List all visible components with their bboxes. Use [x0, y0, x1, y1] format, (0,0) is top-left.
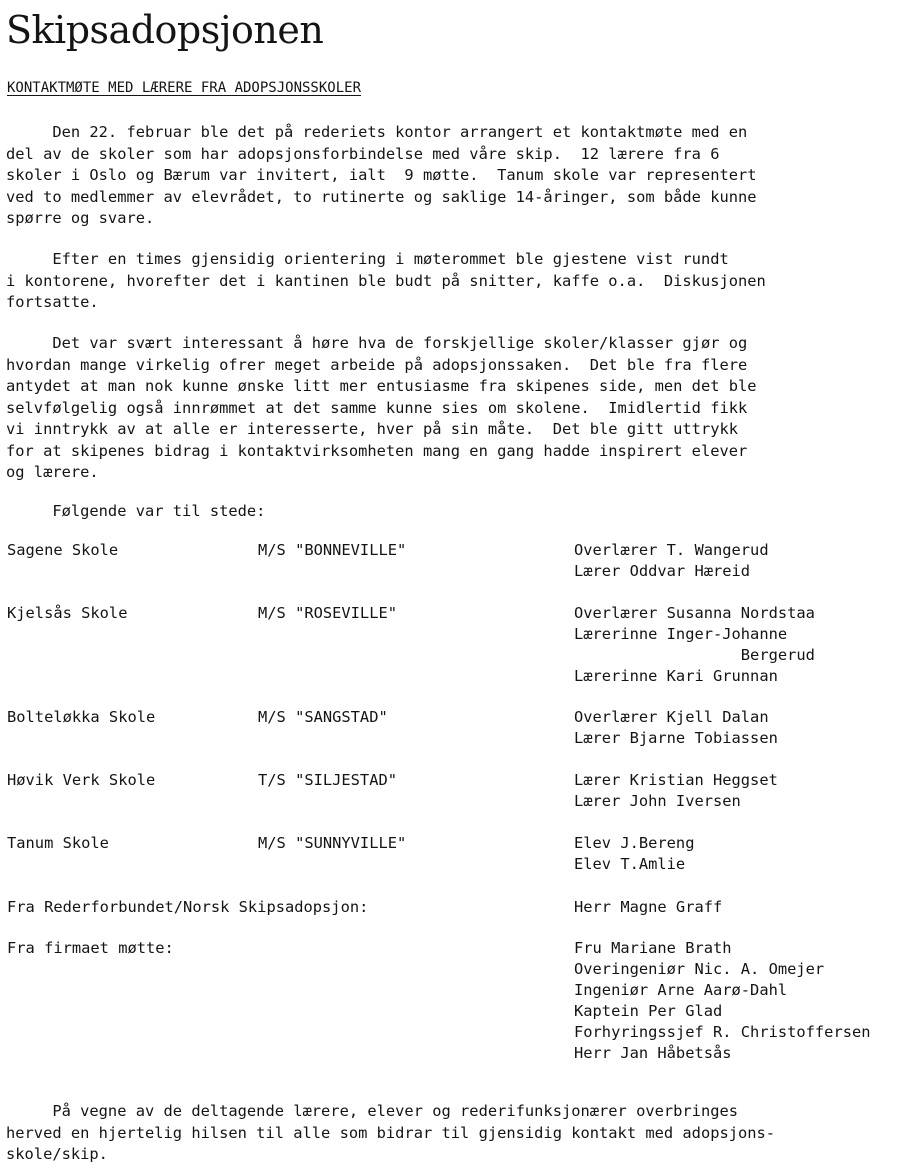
school-name: Kjelsås Skole [7, 604, 128, 622]
text-line: Efter en times gjensidig orientering i møterommet ble gjestene vist rundt [6, 250, 729, 268]
text-line: antydet at man nok kunne ønske litt mer entusiasme fra skipenes side, men det ble [6, 377, 757, 395]
text-line: ved to medlemmer av elevrådet, to rutinerte og saklige 14-åringer, som både kunne [6, 187, 757, 206]
text-line: del av de skoler som har adopsjonsforbindelse med våre skip. 12 lærere fra 6 [6, 144, 720, 163]
attendee-name: Lærer Oddvar Hæreid [574, 562, 751, 580]
attendee-name: Forhyringssjef R. Christoffersen [574, 1023, 871, 1041]
article-heading: KONTAKTMØTE MED LÆRERE FRA ADOPSJONSSKOLER [7, 80, 362, 96]
attendee-name: Lærerinne Kari Grunnan [574, 667, 778, 685]
attendee-name: Lærer Bjarne Tobiassen [574, 729, 778, 747]
attendee-name: Lærerinne Inger-Johanne [574, 625, 788, 643]
ship-name: M/S "ROSEVILLE" [258, 604, 397, 622]
attendee-name: Herr Jan Håbetsås [574, 1044, 732, 1062]
page-title: Skipsadopsjonen [6, 8, 324, 52]
school-name: Sagene Skole [7, 541, 119, 559]
paragraph-1 [6, 122, 912, 230]
paragraph-2 [6, 249, 912, 314]
attendee-name: Kaptein Per Glad [574, 1002, 723, 1020]
ship-name: M/S "SANGSTAD" [258, 708, 388, 726]
attendee-name: Bergerud [574, 646, 815, 664]
attendee-name: Ingeniør Arne Aarø-Dahl [574, 981, 788, 999]
attendee-list [574, 897, 722, 918]
text-line: På vegne av de deltagende lærere, elever og rederifunksjonærer overbringes [6, 1102, 739, 1120]
attendee-name: Elev J.Bereng [574, 834, 695, 852]
text-line: skoler i Oslo og Bærum var invitert, ialt 9 møtte. Tanum skole var representert [6, 166, 757, 184]
text-line: spørre og svare. [6, 209, 155, 227]
closing-paragraph [6, 1101, 912, 1166]
text-line: Det var svært interessant å høre hva de forskjellige skoler/klasser gjør og [6, 334, 748, 352]
text-line: for at skipenes bidrag i kontaktvirksomheten mang en gang hadde inspirert elever [6, 441, 748, 460]
attendee-name: Elev T.Amlie [574, 855, 686, 873]
text-line: og lærere. [6, 463, 99, 481]
ship-name: M/S "SUNNYVILLE" [258, 834, 407, 852]
attendee-list [574, 707, 778, 749]
paragraph-4 [6, 501, 912, 523]
organisation-name: Fra Rederforbundet/Norsk Skipsadopsjon: [7, 898, 369, 916]
text-line: vi inntrykk av at alle er interesserte, hver på sin måte. Det ble gitt uttrykk [6, 420, 739, 438]
attendee-name: Lærer John Iversen [574, 792, 741, 810]
attendee-list [574, 938, 871, 1064]
school-name: Bolteløkka Skole [7, 708, 156, 726]
attendee-name: Overingeniør Nic. A. Omejer [574, 960, 825, 978]
attendee-list [574, 540, 769, 582]
text-line: Den 22. februar ble det på rederiets kontor arrangert et kontaktmøte med en [6, 123, 748, 141]
attendee-name: Lærer Kristian Heggset [574, 771, 778, 789]
text-line: herved en hjertelig hilsen til alle som bidrar til gjensidig kontakt med adopsjons- [6, 1123, 776, 1142]
text-line: selvfølgelig også innrømmet at det samme kunne sies om skolene. Imidlertid fikk [6, 398, 748, 417]
attendee-name: Overlærer Kjell Dalan [574, 708, 769, 726]
attendee-name: Herr Magne Graff [574, 898, 723, 916]
attendee-name: Overlærer Susanna Nordstaa [574, 604, 815, 622]
attendee-name: Fru Mariane Brath [574, 939, 732, 957]
attendee-list [574, 770, 778, 812]
attendee-list [574, 833, 694, 875]
ship-name: M/S "BONNEVILLE" [258, 541, 407, 559]
ship-name: T/S "SILJESTAD" [258, 771, 397, 789]
text-line: i kontorene, hvorefter det i kantinen ble budt på snitter, kaffe o.a. Diskusjonen [6, 271, 766, 290]
school-name: Tanum Skole [7, 834, 109, 852]
paragraph-3 [6, 333, 912, 484]
text-line: Følgende var til stede: [6, 502, 266, 520]
attendee-list [574, 603, 815, 687]
text-line: hvordan mange virkelig ofrer meget arbeide på adopsjonssaken. Det ble fra flere [6, 355, 748, 374]
attendee-name: Overlærer T. Wangerud [574, 541, 769, 559]
school-name: Høvik Verk Skole [7, 771, 156, 789]
text-line: skole/skip. [6, 1145, 108, 1163]
text-line: fortsatte. [6, 293, 99, 311]
organisation-name: Fra firmaet møtte: [7, 939, 174, 957]
